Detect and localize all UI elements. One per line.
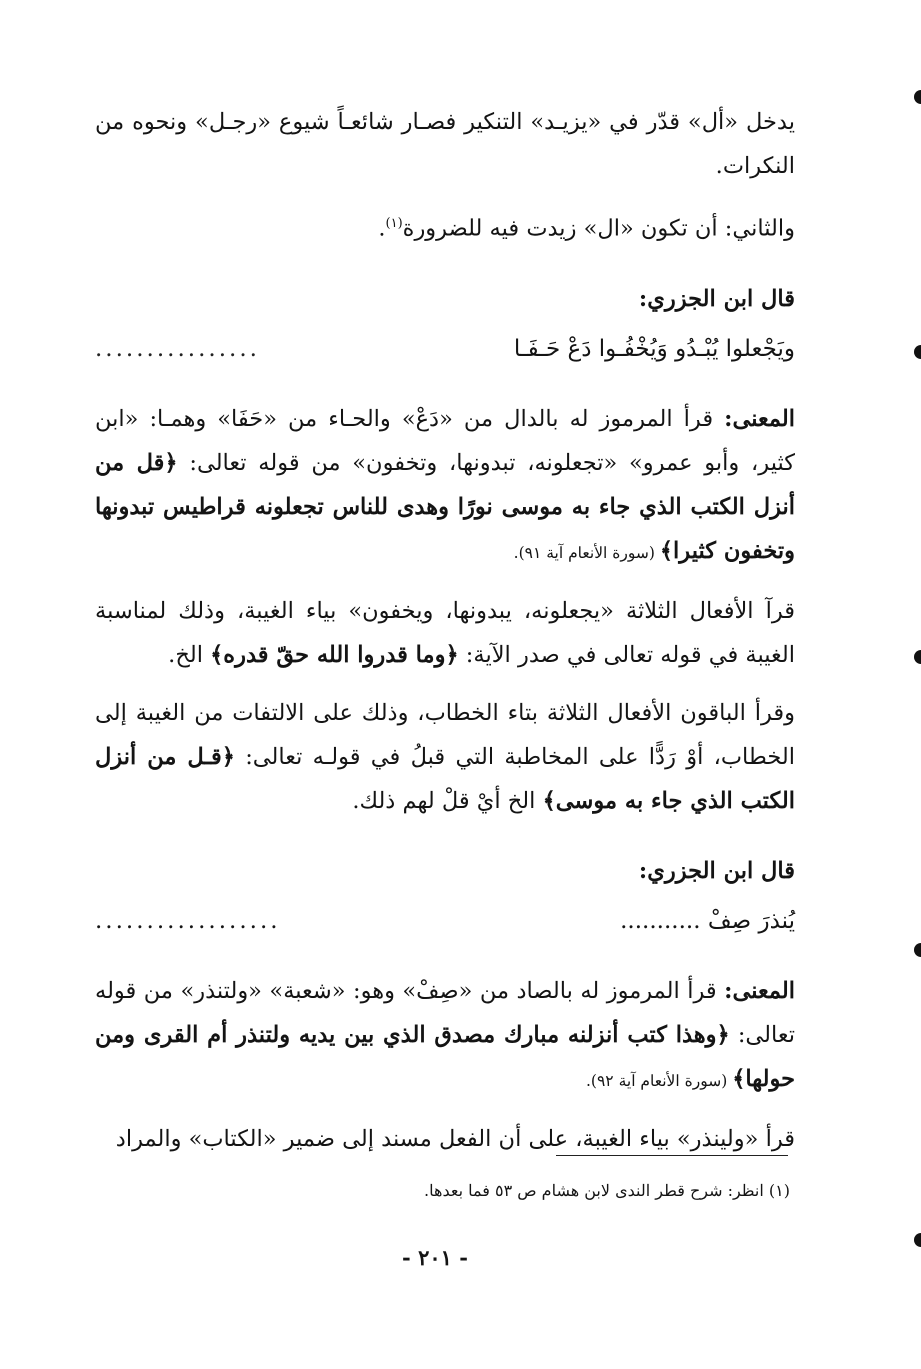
paragraph-2 [95,202,795,251]
paragraph-4-text: قرآ الأفعال الثلاثة «يجعلونه، يبدونها، ويخفون» بياء الغيبة، وذلك لمناسبة الغيبة في قوله تعالى في صدر الآية: [95,597,795,668]
verse-line-1 [95,327,795,371]
verse-2-dots-a: ........... [620,907,701,934]
footnote-divider [556,1155,788,1156]
page-body [95,100,795,1175]
quran-quote-3: ﴿قـل من أنزل الكتب الذي جاء به موسى﴾ [95,743,795,814]
paragraph-3 [95,397,795,575]
verse-2-dots-b: .................. [95,907,281,934]
verse-2-group [620,899,795,943]
quran-quote-1: ﴿قل من أنزل الكتب الذي جاء به موسى نورًا وهدى للناس تجعلونه قراطيس تبدونها وتخفون كثيرا﴾ [95,449,795,564]
paragraph-6-text: قرأ المرموز له بالصاد من «صِفْ» وهو: «شعبة» «ولتنذر» من قوله تعالى: [95,977,795,1048]
paragraph-2-end: . [378,215,386,242]
section-heading-2: قال ابن الجزري: [638,857,795,884]
paragraph-5-text: وقرأ الباقون الأفعال الثلاثة بتاء الخطاب، وذلك على الالتفات من الغيبة إلى الخطاب، أوْ رَدًّا على المخاطبة التي قبلُ في قولـه تعالى: [95,699,795,770]
quran-quote-2: ﴿وما قدروا الله حقّ قدره﴾ [210,641,459,668]
paragraph-4-end: الخ. [168,641,211,668]
meaning-label-1: المعنى: [724,405,795,432]
section-heading-1: قال ابن الجزري: [638,285,795,312]
meaning-label-2: المعنى: [724,977,795,1004]
edge-mark-3 [914,650,921,664]
page-number: - ٢٠١ - [402,1245,468,1270]
paragraph-6 [95,969,795,1103]
paragraph-2-text: والثاني: أن تكون «ال» زيدت فيه للضرورة [402,215,795,242]
edge-mark-4 [914,943,921,957]
verse-1-text: ويَجْعلوا يُبْـدُو وَيُخْفُـوا دَعْ حَـفَـا [513,335,795,362]
edge-mark-5 [914,1233,921,1247]
paragraph-4 [95,589,795,677]
paragraph-3-text: قرأ المرموز له بالدال من «دَعْ» والحـاء من «حَفَا» وهمـا: «ابن كثير، وأبو عمرو» «تجعلونه، تبدونها، وتخفون» من قوله تعالى: [95,405,795,476]
source-ref-2: (سورة الأنعام آية ٩٢). [586,1071,733,1090]
footnote: (١) انظر: شرح قطر الندى لابن هشام ص ٥٣ فما بعدها. [424,1181,790,1200]
paragraph-5-end: الخ أيْ قلْ لهم ذلك. [352,787,543,814]
verse-line-2 [95,899,795,943]
footnote-ref[interactable]: (١) [385,216,403,231]
paragraph-5 [95,691,795,823]
verse-2-text: يُنذرَ صِفْ [707,907,795,934]
paragraph-7: قرأ «ولينذر» بياء الغيبة، على أن الفعل مسند إلى ضمير «الكتاب» والمراد [115,1125,795,1152]
quran-quote-4: ﴿وهذا كتب أنزلنه مبارك مصدق الذي بين يديه ولتنذر أم القرى ومن حولها﴾ [95,1021,795,1092]
edge-mark-2 [914,345,921,359]
paragraph-1: يدخل «أل» قدّر في «يزيـد» التنكير فصـار شائعـاً شيوع «رجـل» ونحوه من النكرات. [95,109,795,179]
edge-mark-1 [914,90,921,104]
source-ref-1: (سورة الأنعام آية ٩١). [513,543,660,562]
verse-1-dots: ................ [95,335,260,362]
